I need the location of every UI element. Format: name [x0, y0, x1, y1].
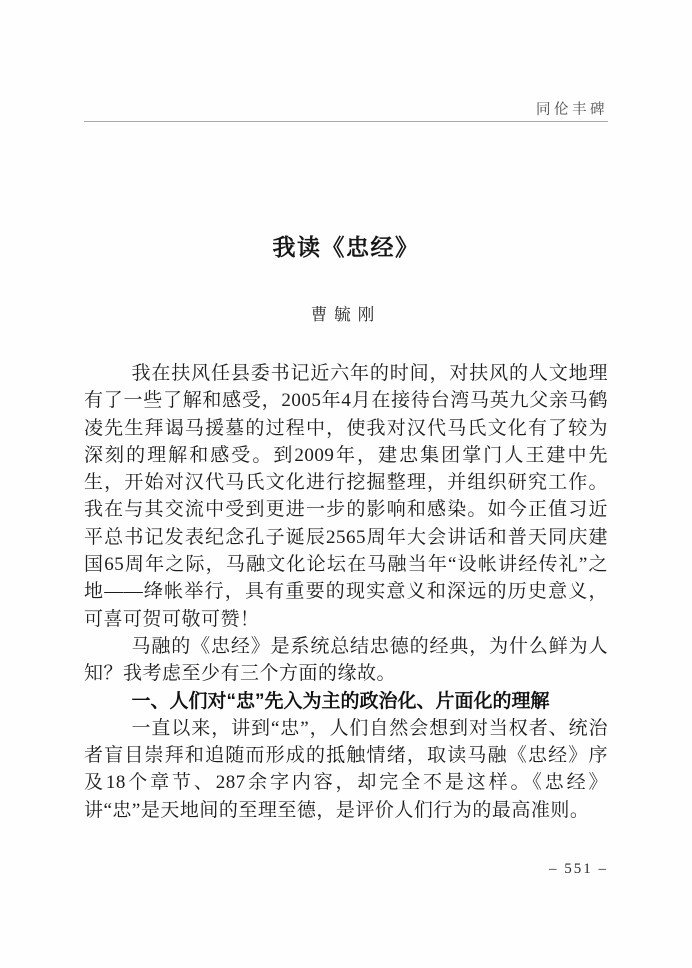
- body-paragraph: 马融的《忠经》是系统总结忠德的经典，为什么鲜为人知？我考虑至少有三个方面的缘故。: [84, 635, 608, 685]
- running-header: 同伦丰碑: [536, 102, 608, 118]
- body-paragraph: 我在扶风任县委书记近六年的时间，对扶风的人文地理有了一些了解和感受，2005年4月在接待台湾马英九父亲马鹤凌先生拜谒马援墓的过程中，使我对汉代马氏文化有了较为深刻的理解和感受。到2009年，建忠集团掌门人王建中先生，开始对汉代马氏文化进行挖掘整理，并组织研究工作。我在与其交流中受到更进一步的影响和感染。如今正值习近平总书记发表纪念孔子诞辰2565周年大会讲话和普天同庆建国65周年之际，马融文化论坛在马融当年“设帐讲经传礼”之地——绛帐举行，具有重要的现实意义和深远的历史意义，可喜可贺可敬可赞！: [84, 363, 608, 630]
- article-body: [84, 360, 608, 824]
- article-title: 我读《忠经》: [272, 234, 420, 260]
- section-heading: 一、人们对“忠”先入为主的政治化、片面化的理解: [131, 690, 550, 712]
- article-author: 曹毓刚: [310, 305, 382, 324]
- page-number: – 551 –: [549, 861, 608, 877]
- header-rule: [84, 121, 608, 122]
- body-paragraph: 一直以来，讲到“忠”，人们自然会想到对当权者、统治者盲目崇拜和追随而形成的抵触情绪，取读马融《忠经》序及18个章节、287余字内容，却完全不是这样。《忠经》讲“忠”是天地间的至理至德，是评价人们行为的最高准则。: [84, 717, 608, 821]
